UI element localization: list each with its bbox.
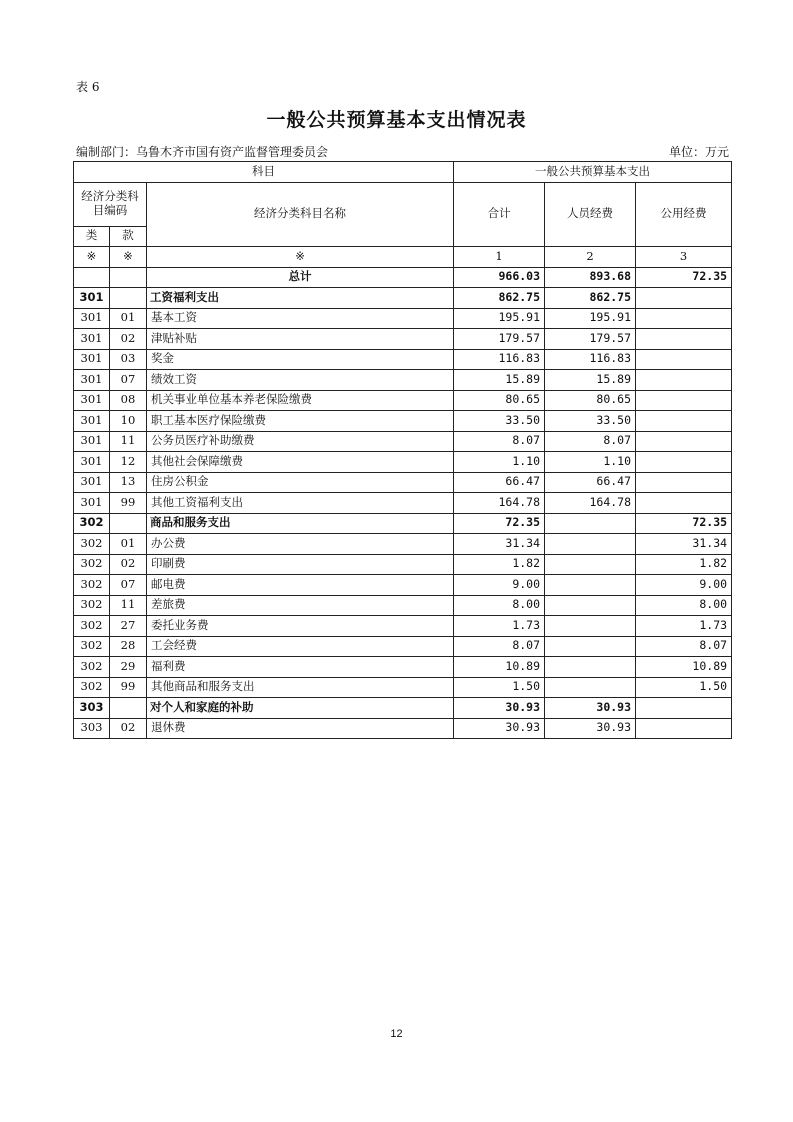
- table-row: [74, 698, 732, 719]
- total-cell: 1.82: [454, 554, 545, 575]
- class-code-cell: 302: [74, 575, 110, 596]
- personnel-cell: 1.10: [545, 452, 636, 473]
- item-code-cell: 99: [110, 493, 147, 514]
- table-row: [74, 411, 732, 432]
- public-cell: [636, 411, 732, 432]
- public-cell: [636, 370, 732, 391]
- subject-name-cell: 对个人和家庭的补助: [147, 698, 454, 719]
- department-label: 编制部门：乌鲁木齐市国有资产监督管理委员会: [76, 145, 329, 159]
- header-row-1: [74, 162, 732, 183]
- class-code-cell: 301: [74, 472, 110, 493]
- header-public: 公用经费: [636, 182, 732, 247]
- total-cell: 1.50: [454, 677, 545, 698]
- total-cell: 31.34: [454, 534, 545, 555]
- class-code-cell: 301: [74, 390, 110, 411]
- total-cell: 1.73: [454, 616, 545, 637]
- class-code-cell: 301: [74, 308, 110, 329]
- subject-name-cell: 差旅费: [147, 595, 454, 616]
- class-code-cell: 301: [74, 329, 110, 350]
- grand-total-total: 966.03: [454, 267, 545, 288]
- personnel-cell: 30.93: [545, 698, 636, 719]
- item-code-cell: 07: [110, 370, 147, 391]
- class-code-cell: 301: [74, 411, 110, 432]
- item-code-cell: 28: [110, 636, 147, 657]
- personnel-cell: 862.75: [545, 288, 636, 309]
- public-cell: 1.82: [636, 554, 732, 575]
- index-cell: ※: [74, 247, 110, 268]
- public-cell: [636, 308, 732, 329]
- header-total: 合计: [454, 182, 545, 247]
- public-cell: [636, 349, 732, 370]
- subject-name-cell: 工资福利支出: [147, 288, 454, 309]
- subject-name-cell: 委托业务费: [147, 616, 454, 637]
- header-row-2: [74, 182, 732, 226]
- total-cell: 80.65: [454, 390, 545, 411]
- personnel-cell: 33.50: [545, 411, 636, 432]
- table-row: [74, 472, 732, 493]
- total-cell: 179.57: [454, 329, 545, 350]
- total-cell: 72.35: [454, 513, 545, 534]
- total-cell: 10.89: [454, 657, 545, 678]
- header-budget-group: 一般公共预算基本支出: [454, 162, 732, 183]
- header-code-label: 经济分类科目编码: [74, 182, 147, 226]
- personnel-cell: 164.78: [545, 493, 636, 514]
- budget-table: [73, 161, 732, 739]
- table-row: [74, 534, 732, 555]
- subject-name-cell: 职工基本医疗保险缴费: [147, 411, 454, 432]
- subject-name-cell: 办公费: [147, 534, 454, 555]
- public-cell: 8.07: [636, 636, 732, 657]
- subject-name-cell: 基本工资: [147, 308, 454, 329]
- empty-cell: [110, 267, 147, 288]
- subject-name-cell: 福利费: [147, 657, 454, 678]
- grand-total-row: [74, 267, 732, 288]
- public-cell: 31.34: [636, 534, 732, 555]
- subject-name-cell: 其他商品和服务支出: [147, 677, 454, 698]
- page-number: 12: [390, 1028, 403, 1040]
- index-cell: 2: [545, 247, 636, 268]
- grand-total-public: 72.35: [636, 267, 732, 288]
- public-cell: 9.00: [636, 575, 732, 596]
- personnel-cell: 179.57: [545, 329, 636, 350]
- total-cell: 15.89: [454, 370, 545, 391]
- item-code-cell: 02: [110, 718, 147, 739]
- item-code-cell: 27: [110, 616, 147, 637]
- table-row: [74, 370, 732, 391]
- item-code-cell: 29: [110, 657, 147, 678]
- item-code-cell: 07: [110, 575, 147, 596]
- total-cell: 164.78: [454, 493, 545, 514]
- total-cell: 8.00: [454, 595, 545, 616]
- personnel-cell: [545, 534, 636, 555]
- item-code-cell: 11: [110, 595, 147, 616]
- class-code-cell: 302: [74, 616, 110, 637]
- public-cell: [636, 472, 732, 493]
- public-cell: [636, 431, 732, 452]
- total-cell: 33.50: [454, 411, 545, 432]
- public-cell: [636, 329, 732, 350]
- personnel-cell: [545, 554, 636, 575]
- personnel-cell: 30.93: [545, 718, 636, 739]
- public-cell: [636, 452, 732, 473]
- item-code-cell: 08: [110, 390, 147, 411]
- table-row: [74, 595, 732, 616]
- subject-name-cell: 工会经费: [147, 636, 454, 657]
- table-row: [74, 575, 732, 596]
- personnel-cell: 15.89: [545, 370, 636, 391]
- class-code-cell: 303: [74, 718, 110, 739]
- total-cell: 195.91: [454, 308, 545, 329]
- item-code-cell: 02: [110, 329, 147, 350]
- index-cell: ※: [110, 247, 147, 268]
- total-cell: 66.47: [454, 472, 545, 493]
- index-row: [74, 247, 732, 268]
- table-row: [74, 554, 732, 575]
- subject-name-cell: 津贴补贴: [147, 329, 454, 350]
- grand-total-personnel: 893.68: [545, 267, 636, 288]
- subject-name-cell: 公务员医疗补助缴费: [147, 431, 454, 452]
- class-code-cell: 302: [74, 657, 110, 678]
- item-code-cell: 01: [110, 534, 147, 555]
- personnel-cell: [545, 575, 636, 596]
- personnel-cell: [545, 616, 636, 637]
- index-cell: ※: [147, 247, 454, 268]
- table-row: [74, 308, 732, 329]
- class-code-cell: 303: [74, 698, 110, 719]
- class-code-cell: 301: [74, 431, 110, 452]
- personnel-cell: [545, 657, 636, 678]
- table-row: [74, 718, 732, 739]
- public-cell: 72.35: [636, 513, 732, 534]
- personnel-cell: 80.65: [545, 390, 636, 411]
- index-cell: 1: [454, 247, 545, 268]
- subject-name-cell: 退休费: [147, 718, 454, 739]
- item-code-cell: 13: [110, 472, 147, 493]
- table-number-label: 表 6: [76, 80, 100, 94]
- personnel-cell: 8.07: [545, 431, 636, 452]
- total-cell: 30.93: [454, 718, 545, 739]
- item-code-cell: 02: [110, 554, 147, 575]
- class-code-cell: 301: [74, 288, 110, 309]
- class-code-cell: 302: [74, 513, 110, 534]
- header-name: 经济分类科目名称: [147, 182, 454, 247]
- table-row: [74, 288, 732, 309]
- item-code-cell: 12: [110, 452, 147, 473]
- unit-label: 单位：万元: [668, 145, 729, 159]
- item-code-cell: 10: [110, 411, 147, 432]
- item-code-cell: 01: [110, 308, 147, 329]
- class-code-cell: 301: [74, 349, 110, 370]
- table-row: [74, 493, 732, 514]
- public-cell: 10.89: [636, 657, 732, 678]
- class-code-cell: 302: [74, 677, 110, 698]
- total-cell: 9.00: [454, 575, 545, 596]
- header-item: 款: [110, 226, 147, 247]
- class-code-cell: 301: [74, 452, 110, 473]
- table-row: [74, 657, 732, 678]
- table-row: [74, 677, 732, 698]
- header-class: 类: [74, 226, 110, 247]
- public-cell: [636, 718, 732, 739]
- personnel-cell: [545, 636, 636, 657]
- subject-name-cell: 奖金: [147, 349, 454, 370]
- index-cell: 3: [636, 247, 732, 268]
- item-code-cell: [110, 698, 147, 719]
- total-cell: 116.83: [454, 349, 545, 370]
- subject-name-cell: 印刷费: [147, 554, 454, 575]
- public-cell: 1.50: [636, 677, 732, 698]
- public-cell: [636, 493, 732, 514]
- total-cell: 862.75: [454, 288, 545, 309]
- item-code-cell: 99: [110, 677, 147, 698]
- total-cell: 8.07: [454, 636, 545, 657]
- personnel-cell: 195.91: [545, 308, 636, 329]
- item-code-cell: 11: [110, 431, 147, 452]
- subject-name-cell: 机关事业单位基本养老保险缴费: [147, 390, 454, 411]
- grand-total-label: 总计: [147, 267, 454, 288]
- public-cell: 8.00: [636, 595, 732, 616]
- table-row: [74, 390, 732, 411]
- item-code-cell: [110, 288, 147, 309]
- table-row: [74, 513, 732, 534]
- public-cell: [636, 288, 732, 309]
- table-row: [74, 616, 732, 637]
- public-cell: [636, 390, 732, 411]
- public-cell: 1.73: [636, 616, 732, 637]
- item-code-cell: [110, 513, 147, 534]
- class-code-cell: 301: [74, 370, 110, 391]
- class-code-cell: 302: [74, 595, 110, 616]
- table-row: [74, 349, 732, 370]
- total-cell: 30.93: [454, 698, 545, 719]
- class-code-cell: 302: [74, 554, 110, 575]
- table-row: [74, 636, 732, 657]
- table-row: [74, 452, 732, 473]
- table-row: [74, 431, 732, 452]
- subject-name-cell: 邮电费: [147, 575, 454, 596]
- page-title: 一般公共预算基本支出情况表: [266, 109, 527, 131]
- subject-name-cell: 商品和服务支出: [147, 513, 454, 534]
- table-row: [74, 329, 732, 350]
- class-code-cell: 302: [74, 534, 110, 555]
- class-code-cell: 302: [74, 636, 110, 657]
- empty-cell: [74, 267, 110, 288]
- total-cell: 8.07: [454, 431, 545, 452]
- subject-name-cell: 住房公积金: [147, 472, 454, 493]
- subject-name-cell: 其他工资福利支出: [147, 493, 454, 514]
- subject-name-cell: 绩效工资: [147, 370, 454, 391]
- header-subject: 科目: [74, 162, 454, 183]
- personnel-cell: [545, 595, 636, 616]
- class-code-cell: 301: [74, 493, 110, 514]
- public-cell: [636, 698, 732, 719]
- header-personnel: 人员经费: [545, 182, 636, 247]
- total-cell: 1.10: [454, 452, 545, 473]
- personnel-cell: [545, 677, 636, 698]
- personnel-cell: [545, 513, 636, 534]
- subject-name-cell: 其他社会保障缴费: [147, 452, 454, 473]
- personnel-cell: 66.47: [545, 472, 636, 493]
- item-code-cell: 03: [110, 349, 147, 370]
- personnel-cell: 116.83: [545, 349, 636, 370]
